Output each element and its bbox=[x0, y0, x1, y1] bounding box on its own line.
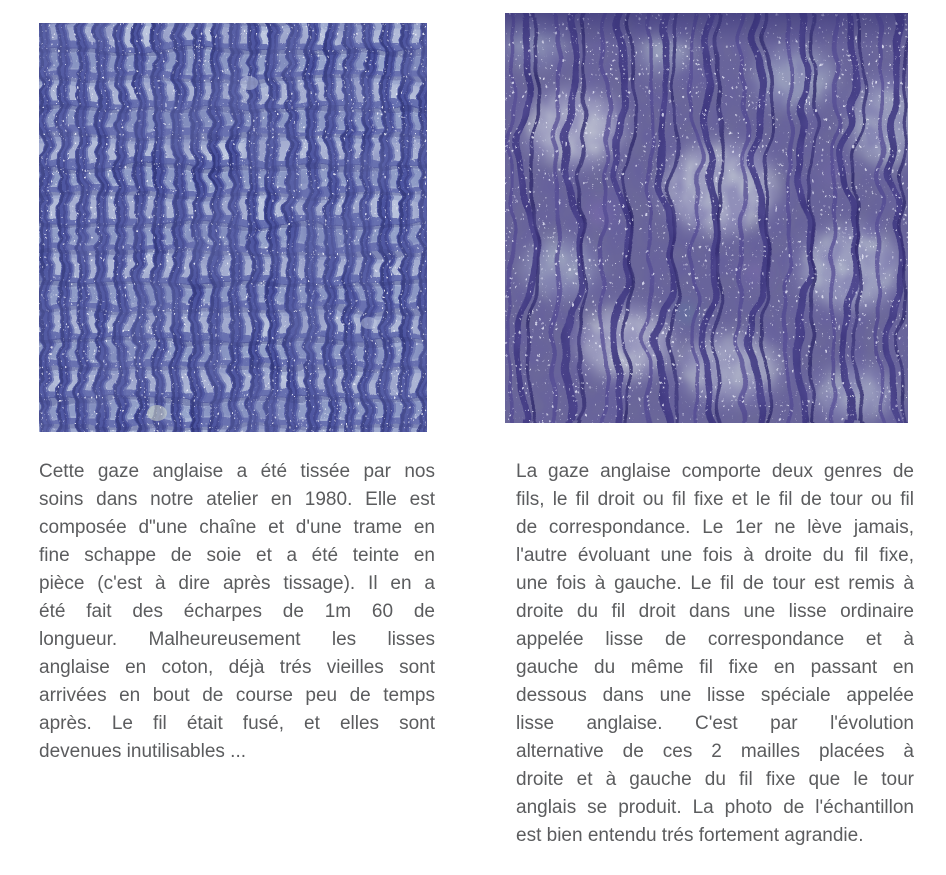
text-line: gauche du même fil fixe en passant en bbox=[516, 657, 914, 678]
text-line: dessous dans une lisse spéciale appelée bbox=[516, 685, 914, 706]
text-line: anglaise en coton, déjà trés vieilles sont bbox=[39, 657, 435, 678]
text-line: après. Le fil était fusé, et elles sont bbox=[39, 713, 435, 734]
text-line: est bien entendu trés fortement agrandie. bbox=[516, 825, 864, 846]
text-line: arrivées en bout de course peu de temps bbox=[39, 685, 435, 706]
text-line: pièce (c'est à dire après tissage). Il en a bbox=[39, 573, 435, 594]
text-line: droite du fil droit dans une lisse ordinaire bbox=[516, 601, 914, 622]
text-line: de correspondance. Le 1er ne lève jamais, bbox=[516, 517, 914, 538]
fabric-photo-right bbox=[505, 13, 908, 423]
fabric-texture-left-image bbox=[39, 23, 427, 432]
text-line: fils, le fil droit ou fil fixe et le fil de tour ou fil bbox=[516, 489, 914, 510]
text-line: l'autre évoluant une fois à droite du fil fixe, bbox=[516, 545, 914, 566]
fabric-photo-left bbox=[39, 23, 427, 432]
text-line: appelée lisse de correspondance et à bbox=[516, 629, 914, 650]
text-line: été fait des écharpes de 1m 60 de bbox=[39, 601, 435, 622]
text-line: longueur. Malheureusement les lisses bbox=[39, 629, 435, 650]
text-line: anglais se produit. La photo de l'échantillon bbox=[516, 797, 914, 818]
text-line: droite et à gauche du fil fixe que le tour bbox=[516, 769, 914, 790]
text-line: une fois à gauche. Le fil de tour est remis à bbox=[516, 573, 914, 594]
text-line: lisse anglaise. C'est par l'évolution bbox=[516, 713, 914, 734]
text-line: Cette gaze anglaise a été tissée par nos bbox=[39, 461, 435, 482]
text-line: fine schappe de soie et a été teinte en bbox=[39, 545, 435, 566]
text-line: soins dans notre atelier en 1980. Elle est bbox=[39, 489, 435, 510]
right-text-column bbox=[516, 458, 914, 850]
left-text-column bbox=[39, 458, 435, 766]
text-line: alternative de ces 2 mailles placées à bbox=[516, 741, 914, 762]
text-line: composée d"une chaîne et d'une trame en bbox=[39, 517, 435, 538]
text-line: La gaze anglaise comporte deux genres de bbox=[516, 461, 914, 482]
text-line: devenues inutilisables ... bbox=[39, 741, 247, 762]
fabric-texture-right-image bbox=[505, 13, 908, 423]
